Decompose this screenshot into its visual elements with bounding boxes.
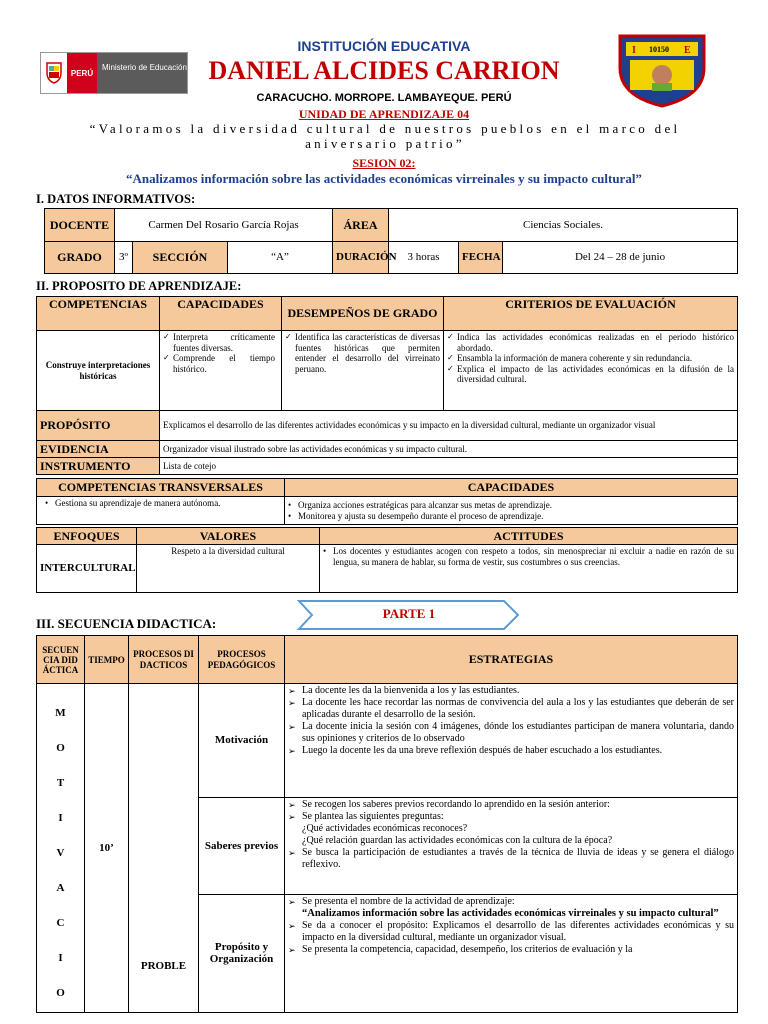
strategy-item: ➢ La docente les hace recordar las normas de convivencia del aula a los y las estudiantes que deberán de ser aplicadas durante el desarrollo de la sesión. <box>288 697 734 721</box>
motivacion-vertical <box>37 684 85 1013</box>
vertical-letter: A <box>56 882 65 894</box>
actitud-cell <box>320 545 738 593</box>
didactic-process: PROBLE <box>129 684 199 1013</box>
docente-value: Carmen Del Rosario García Rojas <box>115 209 333 242</box>
vertical-letter: I <box>58 812 63 824</box>
duracion-label: DURACIÓN <box>333 242 389 274</box>
capacidad-item: ✓ Interpreta críticamente fuentes diversas. <box>163 332 275 353</box>
criterio-item: ✓ Ensambla la información de manera coherente y sin redundancia. <box>447 353 734 364</box>
valores-label: VALORES <box>137 528 320 545</box>
strategy-item: ➢ Se presenta la competencia, capacidad, desempeño, los criterios de evaluación y la <box>288 944 734 956</box>
header-procesos-didacticos: PROCESOS DIDACTICOS <box>129 636 199 684</box>
strategies-saberes <box>285 798 738 895</box>
fecha-label: FECHA <box>459 242 503 274</box>
session-label: SESION 02: <box>352 156 416 170</box>
transversal-item: • Gestiona su aprendizaje de manera autónoma. <box>45 498 281 509</box>
process-motivacion: Motivación <box>199 684 285 798</box>
crest-letter-left: I <box>632 45 636 56</box>
time-value: 10’ <box>85 684 129 1013</box>
unit-title: “Valoramos la diversidad cultural de nuestros pueblos en el marco del aniversario patrio” <box>89 121 681 151</box>
transversal-capacidades <box>285 497 738 525</box>
proposito-label: PROPÓSITO <box>37 411 160 441</box>
header-estrategias: ESTRATEGIAS <box>285 636 738 684</box>
instrumento-value: Lista de cotejo <box>160 458 738 475</box>
seccion-label: SECCIÓN <box>133 242 228 274</box>
transversal-competencia <box>37 497 285 525</box>
activity-name: “Analizamos información sobre las actividades económicas virreinales y su impacto cultural” <box>302 907 719 919</box>
school-crest <box>612 28 712 108</box>
competencia-value: Construye interpretaciones históricas <box>37 331 160 411</box>
crest-letter-right: E <box>684 45 691 56</box>
header-secuencia: SECUENCIA DIDÁCTICA <box>37 636 85 684</box>
actitudes-label: ACTITUDES <box>320 528 738 545</box>
header-capacidades: CAPACIDADES <box>160 297 282 331</box>
strategies-motivacion <box>285 684 738 798</box>
strategy-item: ➢ La docente les da la bienvenida a los y las estudiantes. <box>288 685 734 697</box>
part-label: PARTE 1 <box>382 606 436 621</box>
transversales-label: COMPETENCIAS TRANSVERSALES <box>37 479 285 497</box>
school-location: CARACUCHO. MORROPE. LAMBAYEQUE. PERÚ <box>256 92 512 104</box>
criterio-item: ✓ Explica el impacto de las actividades económicas en la difusión de la diversidad cultural. <box>447 364 734 385</box>
school-name: DANIEL ALCIDES CARRION <box>208 56 560 85</box>
unit-label: UNIDAD DE APRENDIZAJE 04 <box>298 107 470 121</box>
header-tiempo: TIEMPO <box>85 636 129 684</box>
desempeno-item: ✓ Identifica las características de diversas fuentes históricas que permiten entender el desarrollo del virreinato peruano. <box>285 332 440 374</box>
strategy-item: ➢ Se presenta el nombre de la actividad de aprendizaje: <box>288 896 734 908</box>
criterio-item: ✓ Indica las actividades económicas realizadas en el periodo histórico abordado. <box>447 332 734 353</box>
vertical-letter: O <box>56 742 65 754</box>
vertical-letter: V <box>56 847 65 859</box>
crest-code: 10150 <box>649 45 669 54</box>
strategy-item: ➢ Se recogen los saberes previos recordando lo aprendido en la sesión anterior: <box>288 799 734 811</box>
fecha-value: Del 24 – 28 de junio <box>503 242 738 274</box>
transversal-cap-item: • Monitorea y ajusta su desempeño durante el proceso de aprendizaje. <box>288 511 734 522</box>
session-title: “Analizamos información sobre las actividades económicas virreinales y su impacto cultural” <box>126 171 642 186</box>
transversal-capacidades-label: CAPACIDADES <box>285 479 738 497</box>
header-desempenos: DESEMPEÑOS DE GRADO <box>282 297 444 331</box>
part-banner <box>298 600 520 630</box>
transversales-table <box>36 478 738 525</box>
transversal-cap-item: • Organiza acciones estratégicas para alcanzar sus metas de aprendizaje. <box>288 500 734 511</box>
proposito-value: Explicamos el desarrollo de las diferentes actividades económicas y su impacto en la diversidad cultural, mediante un organizador visual <box>160 411 738 441</box>
secuencia-table <box>36 635 738 1013</box>
enfoques-label: ENFOQUES <box>37 528 137 545</box>
enfoque-value: INTERCULTURAL <box>37 545 137 593</box>
strategy-item: ➢ Luego la docente les da una breve reflexión después de haber escuchado a los estudiantes. <box>288 745 734 757</box>
ministry-label: Ministerio de Educación <box>97 53 187 93</box>
process-saberes: Saberes previos <box>199 798 285 895</box>
criterios-list <box>444 331 738 411</box>
docente-label: DOCENTE <box>45 209 115 242</box>
section-2-title: II. PROPOSITO DE APRENDIZAJE: <box>36 279 242 293</box>
seccion-value: “A” <box>228 242 333 274</box>
vertical-letter: T <box>56 777 65 789</box>
desempenos-list <box>282 331 444 411</box>
strategy-item: ➢ La docente inicia la sesión con 4 imágenes, dónde los estudiantes participan de manera voluntaria, dando sus opiniones y criterios de lo observado <box>288 721 734 745</box>
capacidad-item: ✓ Comprende el tiempo histórico. <box>163 353 275 374</box>
vertical-letter: O <box>56 987 65 999</box>
process-proposito: Propósito y Organización <box>199 894 285 1012</box>
header-competencias: COMPETENCIAS <box>37 297 160 331</box>
vertical-letter: C <box>56 917 65 929</box>
section-1-title: I. DATOS INFORMATIVOS: <box>36 192 196 206</box>
grado-label: GRADO <box>45 242 115 274</box>
evidencia-label: EVIDENCIA <box>37 441 160 458</box>
section-3-title: III. SECUENCIA DIDACTICA: <box>36 616 217 631</box>
question-item: ¿Qué actividades económicas reconoces? <box>302 823 468 835</box>
grado-value: 3º <box>115 242 133 274</box>
actitud-value: • Los docentes y estudiantes acogen con respeto a todos, sin menospreciar ni excluir a nadie en razón de su lengua, su manera de hablar, su forma de vestir, sus costumbres o sus creencias. <box>323 546 734 567</box>
enfoques-table <box>36 527 738 593</box>
vertical-letter: M <box>55 707 66 719</box>
strategy-item: ➢ Se busca la participación de estudiantes a través de la técnica de lluvia de ideas y se genera el diálogo reflexivo. <box>288 847 734 871</box>
capacidades-list <box>160 331 282 411</box>
strategies-proposito <box>285 894 738 1012</box>
institution-label: INSTITUCIÓN EDUCATIVA <box>297 38 471 54</box>
instrumento-label: INSTRUMENTO <box>37 458 160 475</box>
question-item: ¿Qué relación guardan las actividades económicas con la cultura de la época? <box>302 835 613 847</box>
header-criterios: CRITERIOS DE EVALUACIÓN <box>444 297 738 331</box>
datos-table <box>44 208 738 274</box>
duracion-value: 3 horas <box>389 242 459 274</box>
area-value: Ciencias Sociales. <box>389 209 738 242</box>
vertical-letter: I <box>58 952 63 964</box>
strategy-item: ➢ Se plantea las siguientes preguntas: <box>288 811 734 823</box>
header-procesos-pedagogicos: PROCESOS PEDAGÓGICOS <box>199 636 285 684</box>
strategy-item: ➢ Se da a conocer el propósito: Explicamos el desarrollo de las diferentes actividades económicas y su impacto en la diversidad cultural, mediante un organizador visual. <box>288 920 734 944</box>
area-label: ÁREA <box>333 209 389 242</box>
proposito-table <box>36 296 738 475</box>
valor-value: Respeto a la diversidad cultural <box>137 545 320 593</box>
peru-label: PERÚ <box>67 53 97 93</box>
evidencia-value: Organizador visual ilustrado sobre las actividades económicas y su impacto cultural. <box>160 441 738 458</box>
